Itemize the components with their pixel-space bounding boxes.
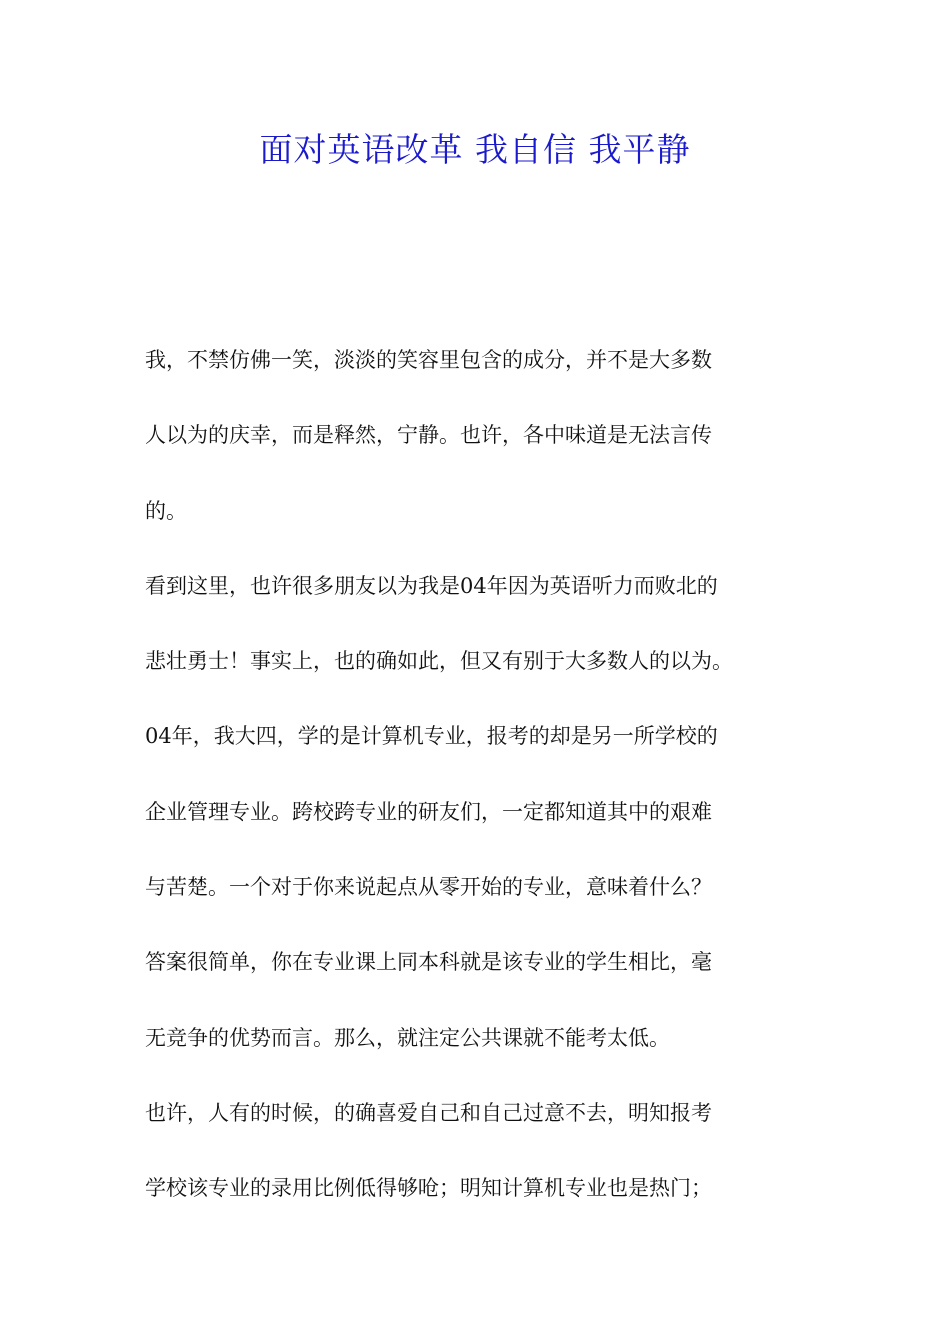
text-line: 我，不禁仿佛一笑，淡淡的笑容里包含的成分，并不是大多数 bbox=[145, 348, 712, 372]
text-line: 答案很简单，你在专业课上同本科就是该专业的学生相比，毫 bbox=[145, 950, 712, 975]
text-line: 的。 bbox=[145, 498, 187, 523]
text-line: 人以为的庆幸，而是释然，宁静。也许，各中味道是无法言传 bbox=[145, 423, 712, 448]
text-line: 企业管理专业。跨校跨专业的研友们，一定都知道其中的艰难 bbox=[145, 799, 712, 824]
text-line: 看到这里，也许很多朋友以为我是04年因为英语听力而败北的 bbox=[145, 573, 718, 598]
document-body bbox=[145, 336, 810, 1240]
text-line: 无竞争的优势而言。那么，就注定公共课就不能考太低。 bbox=[145, 1025, 670, 1050]
document-title: 面对英语改革 我自信 我平静 bbox=[259, 130, 691, 169]
text-line: 与苦楚。一个对于你来说起点从零开始的专业，意味着什么？ bbox=[145, 875, 712, 900]
text-line: 也许，人有的时候，的确喜爱自己和自己过意不去，明知报考 bbox=[145, 1100, 712, 1125]
text-line: 学校该专业的录用比例低得够呛；明知计算机专业也是热门； bbox=[145, 1176, 712, 1201]
text-line: 04年，我大四，学的是计算机专业，报考的却是另一所学校的 bbox=[145, 724, 718, 749]
text-line: 悲壮勇士！事实上，也的确如此，但又有别于大多数人的以为。 bbox=[145, 649, 733, 674]
